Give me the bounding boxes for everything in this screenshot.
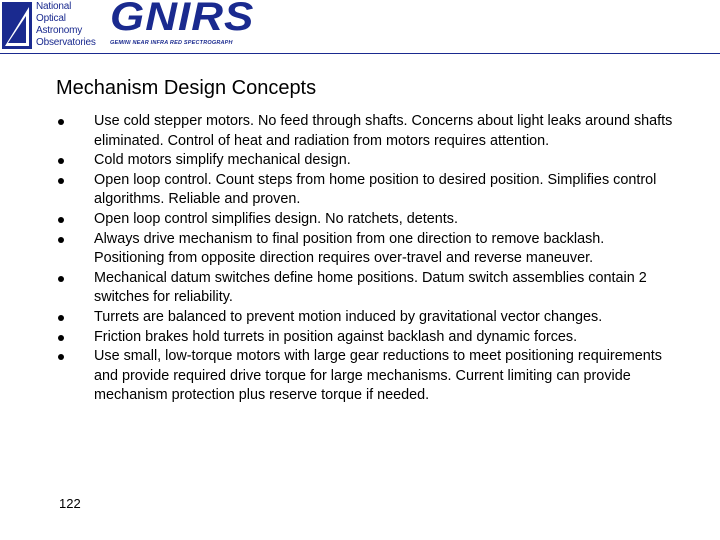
slide-header bbox=[0, 0, 720, 56]
noao-wordmark bbox=[36, 1, 96, 49]
bullet-item bbox=[56, 112, 676, 151]
bullet-text: Open loop control. Count steps from home position to desired position. Simplifies control algorithms. Reliable and proven. bbox=[94, 171, 657, 208]
bullet-dot-icon bbox=[58, 276, 64, 282]
bullet-text: Open loop control simplifies design. No ratchets, detents. bbox=[94, 210, 458, 227]
header-divider bbox=[0, 53, 720, 54]
bullet-dot-icon bbox=[58, 354, 64, 360]
noao-line: Optical bbox=[36, 13, 66, 24]
bullet-item bbox=[56, 308, 676, 328]
bullet-dot-icon bbox=[58, 119, 64, 125]
bullet-item bbox=[56, 151, 676, 171]
bullet-dot-icon bbox=[58, 158, 64, 164]
bullet-text: Mechanical datum switches define home positions. Datum switch assemblies contain 2 switches for reliability. bbox=[94, 269, 647, 306]
bullet-dot-icon bbox=[58, 217, 64, 223]
bullet-item bbox=[56, 210, 676, 230]
bullet-item bbox=[56, 230, 676, 269]
bullet-text: Turrets are balanced to prevent motion induced by gravitational vector changes. bbox=[94, 308, 603, 325]
noao-line: Astronomy bbox=[36, 25, 82, 36]
bullet-item bbox=[56, 328, 676, 348]
bullet-text: Always drive mechanism to final position from one direction to remove backlash. Positioning from opposite direction requires over-travel and reverse maneuver. bbox=[94, 230, 605, 267]
slide-title: Mechanism Design Concepts bbox=[56, 77, 317, 99]
page-number: 122 bbox=[59, 496, 81, 511]
bullet-dot-icon bbox=[58, 178, 64, 184]
bullet-item bbox=[56, 347, 676, 406]
noao-logo bbox=[2, 2, 32, 49]
bullet-dot-icon bbox=[58, 335, 64, 341]
bullet-text: Cold motors simplify mechanical design. bbox=[94, 152, 351, 169]
bullet-text: Use small, low-torque motors with large gear reductions to meet positioning requirements and provide required drive torque for large mechanisms. Current limiting can provide mechanism protection plus reserve torque if needed. bbox=[94, 348, 662, 404]
bullet-item bbox=[56, 269, 676, 308]
bullet-dot-icon bbox=[58, 315, 64, 321]
bullet-list bbox=[56, 112, 676, 406]
bullet-dot-icon bbox=[58, 237, 64, 243]
bullet-item bbox=[56, 171, 676, 210]
bullet-text: Use cold stepper motors. No feed through shafts. Concerns about light leaks around shafts eliminated. Control of heat and radiation from motors requires attention. bbox=[94, 113, 673, 149]
gnirs-logo-title: GNIRS bbox=[110, 0, 255, 40]
bullet-text: Friction brakes hold turrets in position against backlash and dynamic forces. bbox=[94, 328, 578, 345]
gnirs-logo-subtitle: GEMINI NEAR INFRA RED SPECTROGRAPH bbox=[110, 40, 233, 46]
noao-line: National bbox=[36, 1, 72, 12]
noao-line: Observatories bbox=[36, 37, 96, 48]
